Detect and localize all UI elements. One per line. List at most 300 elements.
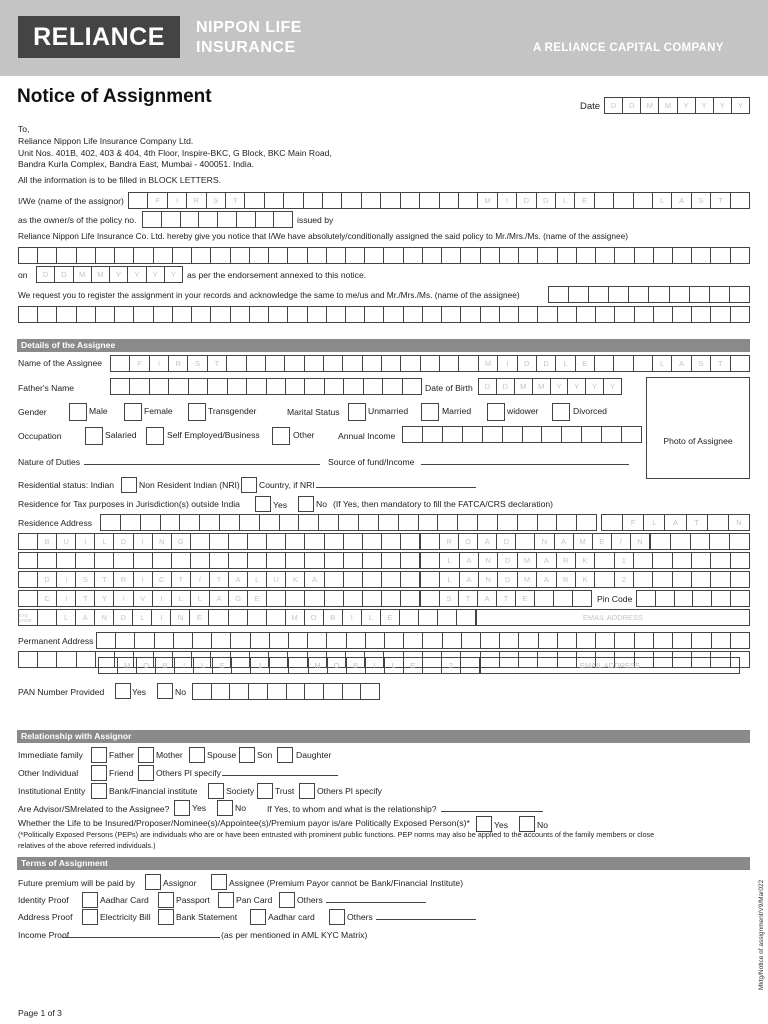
grid-cell: M: [117, 658, 136, 673]
grid-cell: [613, 356, 632, 371]
grid-cell: L: [439, 553, 458, 568]
grid-cell: D: [37, 572, 56, 587]
grid-cell: M: [658, 98, 676, 113]
grid-cell: [601, 427, 621, 442]
grid-cell: [230, 633, 249, 648]
father-checkbox[interactable]: [91, 747, 107, 763]
pep-label: Whether the Life to be Insured/Proposer/Nominee(s)/Appointee(s)/Premium payor is/are Politically Exposed Person(s)*: [18, 818, 470, 828]
grid-cell: [211, 684, 230, 699]
brand-line-1: NIPPON LIFE: [196, 19, 302, 36]
dob-label: Date of Birth: [425, 383, 473, 393]
grid-cell: [76, 652, 95, 667]
landmark2-field[interactable]: [420, 571, 750, 588]
grid-cell: C: [37, 591, 56, 606]
grid-cell: D: [484, 382, 491, 391]
grid-cell: [595, 248, 614, 263]
married-checkbox[interactable]: [421, 403, 439, 421]
flat-no-field[interactable]: [601, 514, 750, 531]
grid-cell: [672, 633, 691, 648]
grid-cell: [307, 633, 326, 648]
grid-cell: [362, 356, 381, 371]
grid-cell: L: [193, 658, 212, 673]
premium-label: Future premium will be paid by: [18, 878, 136, 888]
grid-cell: [140, 515, 160, 530]
grid-cell: A: [554, 534, 573, 549]
brand-line-2: INSURANCE: [196, 39, 296, 56]
grid-cell: [360, 684, 379, 699]
grid-cell: [422, 633, 441, 648]
others-individual-label: Others Pl specify: [156, 768, 221, 778]
grid-cell: A: [459, 553, 478, 568]
others-individual-line[interactable]: [222, 775, 338, 776]
grid-cell: [304, 356, 323, 371]
grid-cell: Y: [567, 379, 585, 394]
grid-cell: [576, 248, 595, 263]
grid-cell: [134, 633, 153, 648]
grid-cell: E: [189, 610, 208, 625]
others-id-checkbox[interactable]: [279, 892, 295, 908]
grid-cell: [651, 534, 670, 549]
city-field[interactable]: [18, 590, 420, 607]
grid-cell: [99, 658, 117, 673]
father-name-field[interactable]: [110, 378, 422, 395]
grid-cell: [669, 287, 689, 302]
grid-cell: Y: [164, 267, 182, 282]
grid-cell: [400, 591, 419, 606]
grid-cell: [95, 248, 114, 263]
ifyes-label: If Yes, to whom and what is the relationship?: [267, 804, 437, 814]
grid-cell: [556, 515, 576, 530]
advisor-no-checkbox[interactable]: [217, 800, 233, 816]
tagline: A RELIANCE CAPITAL COMPANY: [533, 42, 724, 54]
issued-by-label: issued by: [297, 215, 334, 225]
grid-cell: S: [691, 193, 710, 208]
date-field[interactable]: [604, 97, 750, 114]
income-field[interactable]: [402, 426, 642, 443]
indian-checkbox[interactable]: [121, 477, 137, 493]
grid-cell: [557, 248, 576, 263]
assignee-name-field-2[interactable]: [548, 286, 750, 303]
grid-cell: I: [167, 193, 186, 208]
married-label: Married: [442, 406, 472, 416]
grid-cell: T: [225, 193, 244, 208]
grid-cell: [322, 193, 341, 208]
others-individual-checkbox[interactable]: [138, 765, 154, 781]
grid-cell: [634, 307, 653, 322]
section-relationship-heading: Relationship with Assignor: [17, 730, 750, 743]
occupation-other-checkbox[interactable]: [272, 427, 290, 445]
grid-cell: K: [575, 553, 594, 568]
grid-cell: I: [149, 356, 168, 371]
grid-cell: [279, 515, 299, 530]
divorced-checkbox[interactable]: [552, 403, 570, 421]
grid-cell: [594, 553, 613, 568]
grid-cell: /: [113, 591, 132, 606]
others-addr-checkbox[interactable]: [329, 909, 345, 925]
grid-cell: [285, 553, 304, 568]
grid-cell: [307, 248, 326, 263]
others-inst-checkbox[interactable]: [299, 783, 315, 799]
son-checkbox[interactable]: [239, 747, 255, 763]
grid-cell: [173, 633, 192, 648]
pan-label: PAN Number Provided: [18, 687, 105, 697]
grid-cell: M: [91, 267, 109, 282]
grid-cell: [557, 307, 576, 322]
grid-cell: [343, 534, 362, 549]
grid-cell: M: [478, 356, 497, 371]
grid-cell: [730, 193, 749, 208]
grid-cell: Y: [695, 98, 713, 113]
photo-label: Photo of Assignee: [663, 436, 733, 446]
road-field[interactable]: [420, 533, 650, 550]
grid-cell: D: [496, 534, 515, 549]
grid-cell: [634, 248, 653, 263]
grid-cell: [288, 633, 307, 648]
grid-cell: [383, 248, 402, 263]
unmarried-checkbox[interactable]: [348, 403, 366, 421]
grid-cell: [421, 591, 439, 606]
pep-yes-label: Yes: [494, 820, 509, 830]
addr-proof-label: Address Proof: [18, 912, 73, 922]
society-checkbox[interactable]: [208, 783, 224, 799]
grid-cell: [246, 356, 265, 371]
grid-cell: V: [133, 591, 152, 606]
grid-cell: [255, 212, 274, 227]
premium-assignor-checkbox[interactable]: [145, 874, 161, 890]
grid-cell: [633, 572, 652, 587]
grid-cell: [437, 515, 457, 530]
grid-cell: [236, 212, 255, 227]
address-line-field[interactable]: [18, 552, 420, 569]
grid-cell: [244, 193, 263, 208]
grid-cell: [442, 427, 462, 442]
occupation-other-label: Other: [293, 430, 315, 440]
grid-cell: [227, 379, 246, 394]
grid-cell: [265, 356, 284, 371]
pan-no-checkbox[interactable]: [157, 683, 173, 699]
grid-cell: [381, 591, 400, 606]
grid-cell: I: [152, 591, 171, 606]
addr-line-1: To,: [18, 124, 30, 134]
assignee-name-field-3[interactable]: [18, 306, 750, 323]
aadhar-id-label: Aadhar Card: [100, 895, 149, 905]
grid-cell: [247, 553, 266, 568]
grid-cell: L: [652, 356, 671, 371]
aadhar-addr-checkbox[interactable]: [250, 909, 266, 925]
grid-cell: T: [94, 572, 113, 587]
grid-cell: [707, 515, 728, 530]
grid-cell: [499, 633, 518, 648]
duties-line[interactable]: [84, 464, 320, 465]
grid-cell: 2: [614, 572, 633, 587]
grid-cell: B: [323, 610, 342, 625]
grid-cell: [303, 193, 322, 208]
grid-cell: T: [209, 572, 228, 587]
mobile-field[interactable]: [98, 657, 480, 674]
grid-cell: A: [664, 515, 685, 530]
gender-male-checkbox[interactable]: [69, 403, 87, 421]
assignor-name-field[interactable]: [128, 192, 750, 209]
grid-cell: [362, 572, 381, 587]
grid-cell: [239, 515, 259, 530]
res-status-label: Residential status: Indian: [18, 480, 115, 490]
aadhar-addr-label: Aadhar card: [268, 912, 315, 922]
grid-cell: [710, 572, 729, 587]
salaried-checkbox[interactable]: [85, 427, 103, 445]
friend-checkbox[interactable]: [91, 765, 107, 781]
gender-female-checkbox[interactable]: [124, 403, 142, 421]
passport-checkbox[interactable]: [158, 892, 174, 908]
endorsement-date-field[interactable]: [36, 266, 183, 283]
bank-checkbox[interactable]: [91, 783, 107, 799]
grid-cell: [37, 610, 56, 625]
perm-email-field[interactable]: EMAIL ADDRESS: [480, 657, 740, 674]
passport-label: Passport: [176, 895, 210, 905]
grid-cell: [56, 553, 75, 568]
road-extra-field[interactable]: [650, 533, 750, 550]
grid-cell: [318, 515, 338, 530]
nri-checkbox[interactable]: [241, 477, 257, 493]
grid-cell: [709, 534, 729, 549]
grid-cell: [383, 307, 402, 322]
grid-cell: [439, 193, 458, 208]
father-name-label: Father's Name: [18, 383, 75, 393]
grid-cell: [400, 534, 419, 549]
grid-cell: [378, 515, 398, 530]
grid-cell: [284, 356, 303, 371]
assignee-name-field[interactable]: [110, 355, 750, 372]
grid-cell: I: [56, 572, 75, 587]
grid-cell: [94, 553, 113, 568]
grid-cell: [381, 534, 400, 549]
grid-cell: L: [555, 356, 574, 371]
grid-cell: [382, 379, 401, 394]
grid-cell: [482, 427, 502, 442]
grid-cell: [143, 212, 161, 227]
grid-cell: [458, 356, 477, 371]
self-employed-checkbox[interactable]: [146, 427, 164, 445]
grid-cell: [209, 553, 228, 568]
grid-cell: R: [168, 356, 187, 371]
grid-cell: [403, 427, 422, 442]
grid-cell: [637, 591, 655, 606]
grid-cell: L: [247, 572, 266, 587]
grid-cell: [602, 515, 622, 530]
spouse-label: Spouse: [207, 750, 237, 760]
grid-cell: [133, 307, 152, 322]
grid-cell: N: [170, 610, 189, 625]
grid-cell: [480, 633, 499, 648]
grid-cell: [154, 633, 173, 648]
grid-cell: [101, 515, 120, 530]
res-address-field[interactable]: [100, 514, 597, 531]
section-terms-heading: Terms of Assignment: [17, 857, 750, 870]
other-individual-label: Other Individual: [18, 768, 79, 778]
state-field[interactable]: [420, 590, 592, 607]
grid-cell: L: [555, 193, 574, 208]
tax-yes-checkbox[interactable]: [255, 496, 271, 512]
premium-assignee-checkbox[interactable]: [211, 874, 227, 890]
grid-cell: [729, 287, 749, 302]
grid-cell: [613, 193, 632, 208]
grid-cell: [576, 515, 596, 530]
grid-cell: A: [459, 572, 478, 587]
grid-cell: [730, 356, 749, 371]
grid-cell: [670, 534, 690, 549]
advisor-yes-label: Yes: [192, 803, 207, 813]
grid-cell: [246, 379, 265, 394]
premium-assignor-label: Assignor: [163, 878, 197, 888]
phone-field[interactable]: [18, 609, 476, 626]
grid-cell: [210, 248, 229, 263]
grid-cell: [326, 248, 345, 263]
grid-cell: [285, 534, 304, 549]
others-id-line[interactable]: [326, 902, 426, 903]
perm-address-field-1[interactable]: [96, 632, 750, 649]
grid-cell: [75, 553, 94, 568]
gender-trans-label: Transgender: [208, 406, 257, 416]
grid-cell: [594, 356, 613, 371]
grid-cell: N: [478, 572, 497, 587]
grid-cell: [456, 610, 475, 625]
grid-cell: [403, 633, 422, 648]
grid-cell: [502, 427, 522, 442]
grid-cell: R: [186, 193, 205, 208]
aadhar-id-checkbox[interactable]: [82, 892, 98, 908]
grid-cell: [608, 287, 628, 302]
grid-cell: [691, 307, 710, 322]
grid-cell: [403, 248, 422, 263]
grid-cell: [655, 591, 674, 606]
grid-cell: [400, 553, 419, 568]
grid-cell: [730, 591, 749, 606]
grid-cell: N: [630, 534, 649, 549]
grid-cell: U: [266, 572, 285, 587]
grid-cell: M: [517, 572, 536, 587]
grid-cell: [421, 534, 439, 549]
grid-cell: D: [497, 553, 516, 568]
country-line[interactable]: [316, 487, 476, 488]
grid-cell: [228, 553, 247, 568]
grid-cell: [568, 287, 588, 302]
grid-cell: [418, 610, 437, 625]
grid-cell: STD CODE: [19, 612, 33, 623]
grid-cell: A: [671, 193, 690, 208]
landmark1-field[interactable]: [420, 552, 750, 569]
grid-cell: [207, 379, 226, 394]
marital-label: Marital Status: [287, 407, 340, 417]
grid-cell: [323, 356, 342, 371]
grid-cell: [422, 658, 441, 673]
grid-cell: [499, 248, 518, 263]
advisor-yes-checkbox[interactable]: [174, 800, 190, 816]
grid-cell: [199, 515, 219, 530]
grid-cell: [422, 248, 441, 263]
ifyes-line[interactable]: [441, 811, 543, 812]
gender-trans-checkbox[interactable]: [188, 403, 206, 421]
photo-box[interactable]: [646, 377, 750, 479]
pan-number-field[interactable]: [192, 683, 380, 700]
grid-cell: /: [190, 572, 209, 587]
others-addr-line[interactable]: [376, 919, 476, 920]
date-label: Date: [580, 101, 601, 112]
pep-note-1: (*Politically Exposed Persons (PEPs) are individuals who are or have been entrusted with prominent public functions. PEP norms may also be applied to the accounts of the family members or close: [18, 830, 655, 839]
grid-cell: [692, 591, 711, 606]
grid-cell: A: [304, 572, 323, 587]
grid-cell: T: [207, 356, 226, 371]
country-label: Country, if NRI: [259, 480, 315, 490]
income-proof-line[interactable]: [62, 937, 220, 938]
grid-cell: G: [171, 534, 190, 549]
grid-cell: [230, 307, 249, 322]
grid-cell: [208, 610, 227, 625]
grid-cell: [422, 307, 441, 322]
grid-cell: [398, 515, 418, 530]
addr-line-3: Unit Nos. 401B, 402, 403 & 404, 4th Floor, Inspire-BKC, G Block, BKC Main Road,: [18, 148, 332, 158]
widower-checkbox[interactable]: [487, 403, 505, 421]
premium-assignee-label: Assignee (Premium Payor cannot be Bank/Financial Institute): [229, 878, 464, 888]
grid-cell: [365, 633, 384, 648]
grid-cell: [259, 515, 279, 530]
mother-checkbox[interactable]: [138, 747, 154, 763]
grid-cell: [153, 307, 172, 322]
grid-cell: [247, 610, 266, 625]
grid-cell: [217, 212, 236, 227]
grid-cell: M: [573, 534, 592, 549]
grid-cell: [595, 307, 614, 322]
grid-cell: E: [575, 356, 594, 371]
dob-field[interactable]: [478, 378, 622, 395]
trust-checkbox[interactable]: [257, 783, 273, 799]
grid-cell: [442, 633, 461, 648]
grid-cell: [517, 515, 537, 530]
grid-cell: [400, 356, 419, 371]
pancard-checkbox[interactable]: [218, 892, 234, 908]
district-field[interactable]: [18, 571, 420, 588]
grid-cell: [114, 248, 133, 263]
elec-checkbox[interactable]: [82, 909, 98, 925]
grid-cell: U: [56, 534, 75, 549]
assignee-name-field-1[interactable]: [18, 247, 750, 264]
grid-cell: [614, 248, 633, 263]
email-field[interactable]: EMAIL ADDRESS: [476, 609, 750, 626]
spouse-checkbox[interactable]: [189, 747, 205, 763]
pan-yes-checkbox[interactable]: [115, 683, 131, 699]
daughter-checkbox[interactable]: [277, 747, 293, 763]
occupation-label: Occupation: [18, 431, 62, 441]
tax-no-checkbox[interactable]: [298, 496, 314, 512]
policy-number-field[interactable]: [142, 211, 293, 228]
grid-cell: [229, 684, 248, 699]
grid-cell: T: [75, 591, 94, 606]
grid-cell: [129, 379, 148, 394]
building-field[interactable]: [18, 533, 420, 550]
pincode-field[interactable]: [636, 590, 750, 607]
son-label: Son: [257, 750, 273, 760]
tax-no-label: No: [316, 499, 327, 509]
bankst-checkbox[interactable]: [158, 909, 174, 925]
grid-cell: [588, 287, 608, 302]
grid-cell: [553, 591, 572, 606]
source-line[interactable]: [421, 464, 629, 465]
grid-cell: N: [94, 610, 113, 625]
grid-cell: [267, 684, 286, 699]
advisor-label: Are Advisor/SMrelated to the Assignee?: [18, 804, 170, 814]
grid-cell: [343, 591, 362, 606]
grid-cell: [133, 553, 152, 568]
grid-cell: [730, 572, 749, 587]
addr-line-4: Bandra Kurla Complex, Bandra East, Mumbai - 400051. India.: [18, 159, 254, 169]
